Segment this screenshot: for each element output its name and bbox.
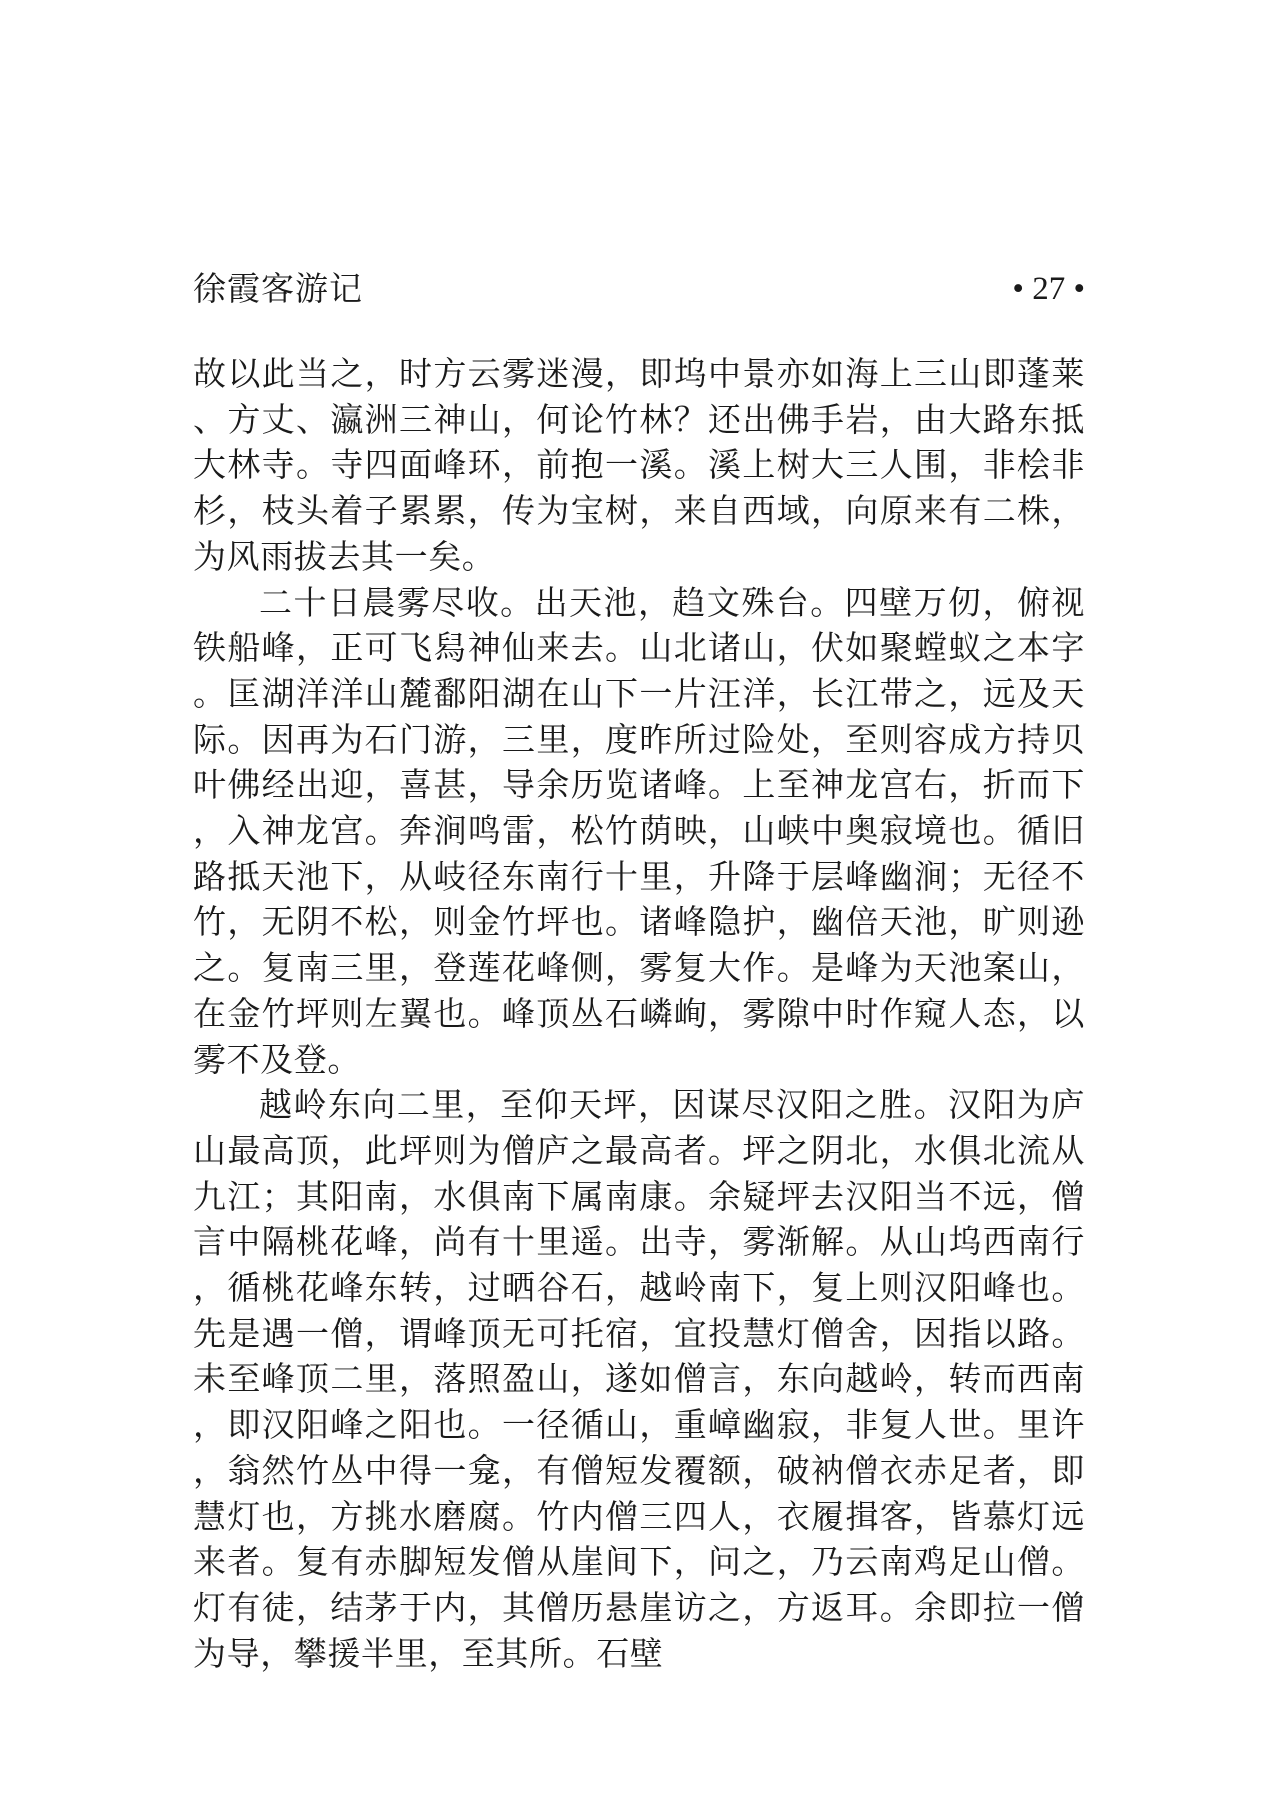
page-header bbox=[193, 264, 1085, 314]
paragraph-2: 二十日晨雾尽收。出天池，趋文殊台。四壁万仞，俯视铁船峰，正可飞舄神仙来去。山北诸山，伏如聚螳蚁之本字。匡湖洋洋山麓鄱阳湖在山下一片汪洋，长江带之，远及天际。因再为石门游，三里，度昨所过险处，至则容成方持贝叶佛经出迎，喜甚，导余历览诸峰。上至神龙宫右，折而下，入神龙宫。奔涧鸣雷，松竹荫映，山峡中奥寂境也。循旧路抵天池下，从岐径东南行十里，升降于层峰幽涧；无径不竹，无阴不松，则金竹坪也。诸峰隐护，幽倍天池，旷则逊之。复南三里，登莲花峰侧，雾复大作。是峰为天池案山，在金竹坪则左翼也。峰顶丛石嶙峋，雾隙中时作窥人态，以雾不及登。 bbox=[193, 582, 1085, 1079]
paragraph-3: 越岭东向二里，至仰天坪，因谋尽汉阳之胜。汉阳为庐山最高顶，此坪则为僧庐之最高者。坪之阴北，水俱北流从九江；其阳南，水俱南下属南康。余疑坪去汉阳当不远，僧言中隔桃花峰，尚有十里遥。出寺，雾渐解。从山坞西南行，循桃花峰东转，过晒谷石，越岭南下，复上则汉阳峰也。先是遇一僧，谓峰顶无可托宿，宜投慧灯僧舍，因指以路。未至峰顶二里，落照盈山，遂如僧言，东向越岭，转而西南，即汉阳峰之阳也。一径循山，重嶂幽寂，非复人世。里许，翁然竹丛中得一龛，有僧短发覆额，破衲僧衣赤足者，即慧灯也，方挑水磨腐。竹内僧三四人，衣履揖客，皆慕灯远来者。复有赤脚短发僧从崖间下，问之，乃云南鸡足山僧。灯有徒，结茅于内，其僧历悬崖访之，方返耳。余即拉一僧为导，攀援半里，至其所。石壁 bbox=[193, 1085, 1085, 1673]
page-body bbox=[193, 351, 1085, 1676]
paragraph-1: 故以此当之，时方云雾迷漫，即坞中景亦如海上三山即蓬莱、方丈、瀛洲三神山，何论竹林？还出佛手岩，由大路东抵大林寺。寺四面峰环，前抱一溪。溪上树大三人围，非桧非杉，枝头着子累累，传为宝树，来自西域，向原来有二株，为风雨拔去其一矣。 bbox=[193, 354, 1085, 576]
book-title: 徐霞客游记 bbox=[193, 269, 363, 308]
page-number: • 27 • bbox=[1012, 271, 1085, 307]
